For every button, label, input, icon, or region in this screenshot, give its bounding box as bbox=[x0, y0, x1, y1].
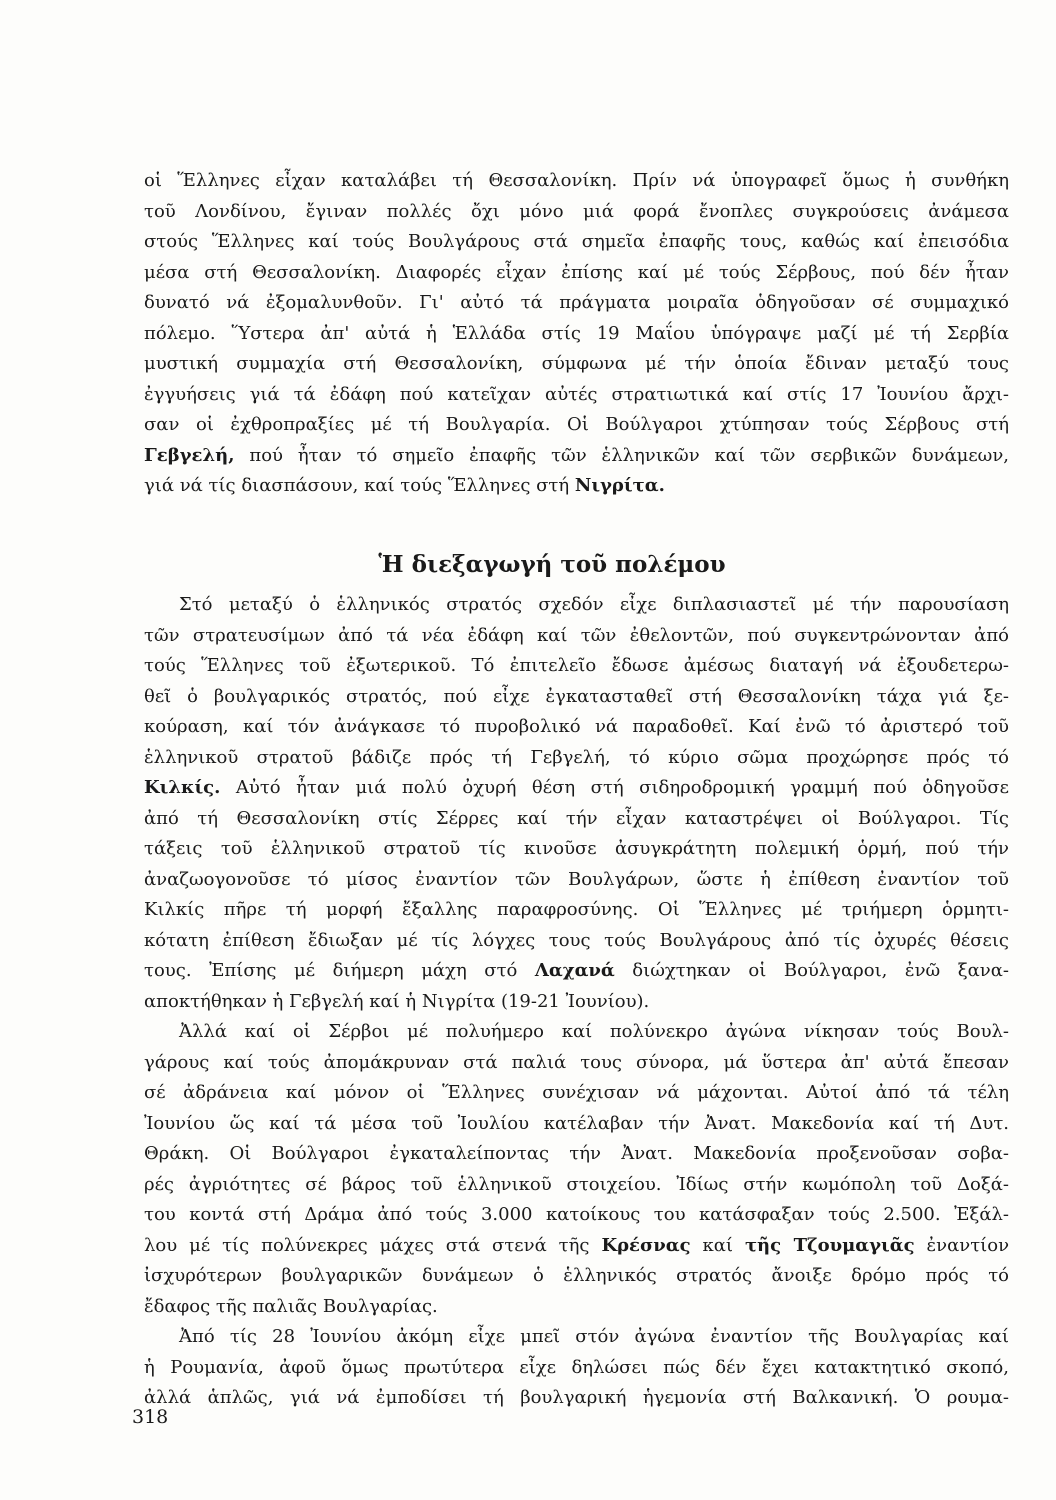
text-line: μυστική συμμαχία στή Θεσσαλονίκη, σύμφωνα μέ τήν ὁποία ἔδιναν μεταξύ τους bbox=[144, 353, 1009, 374]
text-line: αποκτήθηκαν ἡ Γεβγελή καί ἡ Νιγρίτα (19-21 Ἰουνίου). bbox=[144, 990, 650, 1012]
text-line: Ἀπό τίς 28 Ἰουνίου ἀκόμη εἶχε μπεῖ στόν ἀγώνα ἐναντίον τῆς Βουλγαρίας καί bbox=[179, 1326, 1009, 1347]
text-run: πού ἦταν τό σημεῖο ἐπαφῆς τῶν ἑλληνικῶν καί τῶν σερβικῶν δυνάμεων, bbox=[234, 444, 1009, 466]
text-line bbox=[144, 956, 1009, 987]
text-line: του κοντά στή Δράμα ἀπό τούς 3.000 κατοίκους του κατάσφαξαν τούς 2.500. Ἐξάλ- bbox=[144, 1204, 1009, 1225]
text-line: Ἰουνίου ὥς καί τά μέσα τοῦ Ἰουλίου κατέλαβαν τήν Ἀνατ. Μακεδονία καί τή Δυτ. bbox=[144, 1112, 1009, 1134]
text-line: κούραση, καί τόν ἀνάγκασε τό πυροβολικό νά παραδοθεῖ. Καί ἐνῶ τό ἀριστερό τοῦ bbox=[144, 716, 1009, 737]
text-run: λου μέ τίς πολύνεκρες μάχες στά στενά τῆς bbox=[144, 1234, 602, 1256]
section-heading: Ἡ διεξαγωγή τοῦ πολέμου bbox=[378, 551, 726, 578]
text-line: δυνατό νά ἐξομαλυνθοῦν. Γι' αὐτό τά πράγματα μοιραῖα ὁδηγοῦσαν σέ συμμαχικό bbox=[144, 292, 1009, 313]
text-line bbox=[144, 1231, 1009, 1262]
text-run: καί bbox=[690, 1234, 745, 1256]
text-line bbox=[144, 471, 1009, 502]
text-line: ἑλληνικοῦ στρατοῦ βάδιζε πρός τή Γεβγελή, τό κύριο σῶμα προχώρησε πρός τό bbox=[144, 746, 1009, 768]
text-line: θεῖ ὁ βουλγαρικός στρατός, πού εἶχε ἐγκατασταθεῖ στή Θεσσαλονίκη τάχα γιά ξε- bbox=[144, 685, 1009, 707]
text-run: Αὐτό ἦταν μιά πολύ ὀχυρή θέση στή σιδηροδρομική γραμμή πού ὁδηγοῦσε bbox=[220, 777, 1009, 798]
text-run: ἐναντίον bbox=[914, 1234, 1009, 1256]
text-line: ἀπό τή Θεσσαλονίκη στίς Σέρρες καί τήν εἶχαν καταστρέψει οἱ Βούλγαροι. Τίς bbox=[144, 807, 1009, 829]
text-line: Θράκη. Οἱ Βούλγαροι ἐγκαταλείποντας τήν Ἀνατ. Μακεδονία προξενοῦσαν σοβα- bbox=[144, 1143, 1009, 1164]
text-line: Ἀλλά καί οἱ Σέρβοι μέ πολυήμερο καί πολύνεκρο ἀγώνα νίκησαν τούς Βουλ- bbox=[179, 1021, 1009, 1042]
text-line: τάξεις τοῦ ἑλληνικοῦ στρατοῦ τίς κινοῦσε ἀσυγκράτητη πολεμική ὁρμή, πού τήν bbox=[144, 838, 1009, 859]
place-name-lachana: Λαχανά bbox=[534, 960, 615, 981]
text-line: τοῦ Λονδίνου, ἔγιναν πολλές ὄχι μόνο μιά φορά ἔνοπλες συγκρούσεις ἀνάμεσα bbox=[144, 200, 1009, 222]
text-line: Κιλκίς πῆρε τή μορφή ἔξαλλης παραφροσύνης. Οἱ Ἕλληνες μέ τριήμερη ὁρμητι- bbox=[144, 899, 1009, 920]
place-name-tzoumagia: τῆς Τζουμαγιᾶς bbox=[744, 1234, 915, 1256]
place-name-nigrita: Νιγρίτα. bbox=[574, 475, 665, 496]
text-run: διώχτηκαν οἱ Βούλγαροι, ἐνῶ ξανα- bbox=[614, 960, 1009, 981]
place-name-kresna: Κρέσνας bbox=[601, 1234, 691, 1256]
text-line: τούς Ἕλληνες τοῦ ἐξωτερικοῦ. Τό ἐπιτελεῖο ἔδωσε ἀμέσως διαταγή νά ἐξουδετερω- bbox=[144, 655, 1009, 676]
text-line: στούς Ἕλληνες καί τούς Βουλγάρους στά σημεῖα ἐπαφῆς τους, καθώς καί ἐπεισόδια bbox=[144, 231, 1009, 252]
paragraph-war-conduct bbox=[144, 590, 1009, 1414]
text-run: τους. Ἐπίσης μέ διήμερη μάχη στό bbox=[144, 960, 535, 981]
paragraph-treaty bbox=[144, 166, 1009, 502]
text-line: Στό μεταξύ ὁ ἑλληνικός στρατός σχεδόν εἶχε διπλασιαστεῖ μέ τήν παρουσίαση bbox=[179, 594, 1009, 615]
text-line bbox=[144, 773, 1009, 804]
page-number: 318 bbox=[132, 1406, 169, 1428]
place-name-gevgeli: Γεβγελή, bbox=[144, 444, 235, 466]
text-line: μέσα στή Θεσσαλονίκη. Διαφορές εἶχαν ἐπίσης καί μέ τούς Σέρβους, πού δέν ἦταν bbox=[144, 261, 1009, 283]
text-line: ρές ἀγριότητες σέ βάρος τοῦ ἑλληνικοῦ στοιχείου. Ἰδίως στήν κωμόπολη τοῦ Δοξά- bbox=[144, 1173, 1009, 1195]
text-line: τῶν στρατευσίμων ἀπό τά νέα ἐδάφη καί τῶν ἐθελοντῶν, πού συγκεντρώνονταν ἀπό bbox=[144, 624, 1009, 646]
text-line: σαν οἱ ἐχθροπραξίες μέ τή Βουλγαρία. Οἱ Βούλγαροι χτύπησαν τούς Σέρβους στή bbox=[144, 414, 1009, 435]
text-line: ἰσχυρότερων βουλγαρικῶν δυνάμεων ὁ ἑλληνικός στρατός ἄνοιξε δρόμο πρός τό bbox=[144, 1265, 1009, 1286]
text-line: οἱ Ἕλληνες εἶχαν καταλάβει τή Θεσσαλονίκη. Πρίν νά ὑπογραφεῖ ὅμως ἡ συνθήκη bbox=[144, 170, 1009, 191]
text-line: πόλεμο. Ὕστερα ἀπ' αὐτά ἡ Ἑλλάδα στίς 19 Μαΐου ὑπόγραψε μαζί μέ τή Σερβία bbox=[144, 322, 1009, 344]
text-line bbox=[144, 441, 1009, 472]
text-line: σέ ἀδράνεια καί μόνον οἱ Ἕλληνες συνέχισαν νά μάχονται. Αὐτοί ἀπό τά τέλη bbox=[144, 1082, 1009, 1103]
text-line: ἡ Ρουμανία, ἀφοῦ ὅμως πρωτύτερα εἶχε δηλώσει πώς δέν ἔχει κατακτητικό σκοπό, bbox=[144, 1356, 1009, 1378]
text-line: κότατη ἐπίθεση ἔδιωξαν μέ τίς λόγχες τους τούς Βουλγάρους ἀπό τίς ὀχυρές θέσεις bbox=[144, 929, 1009, 951]
text-run: γιά νά τίς διασπάσουν, καί τούς Ἕλληνες στή bbox=[144, 475, 575, 496]
text-line: ἐγγυήσεις γιά τά ἐδάφη πού κατεῖχαν αὐτές στρατιωτικά καί στίς 17 Ἰουνίου ἄρχι- bbox=[144, 383, 1009, 405]
text-line: ἔδαφος τῆς παλιᾶς Βουλγαρίας. bbox=[144, 1295, 438, 1317]
text-line: ἀλλά ἁπλῶς, γιά νά ἐμποδίσει τή βουλγαρική ἡγεμονία στή Βαλκανική. Ὁ ρουμα- bbox=[144, 1387, 1009, 1408]
place-name-kilkis: Κιλκίς. bbox=[144, 777, 221, 798]
text-line: ἀναζωογονοῦσε τό μίσος ἐναντίον τῶν Βουλγάρων, ὥστε ἡ ἐπίθεση ἐναντίον τοῦ bbox=[144, 868, 1009, 890]
text-line: γάρους καί τούς ἀπομάκρυναν στά παλιά τους σύνορα, μά ὕστερα ἀπ' αὐτά ἔπεσαν bbox=[144, 1051, 1009, 1073]
